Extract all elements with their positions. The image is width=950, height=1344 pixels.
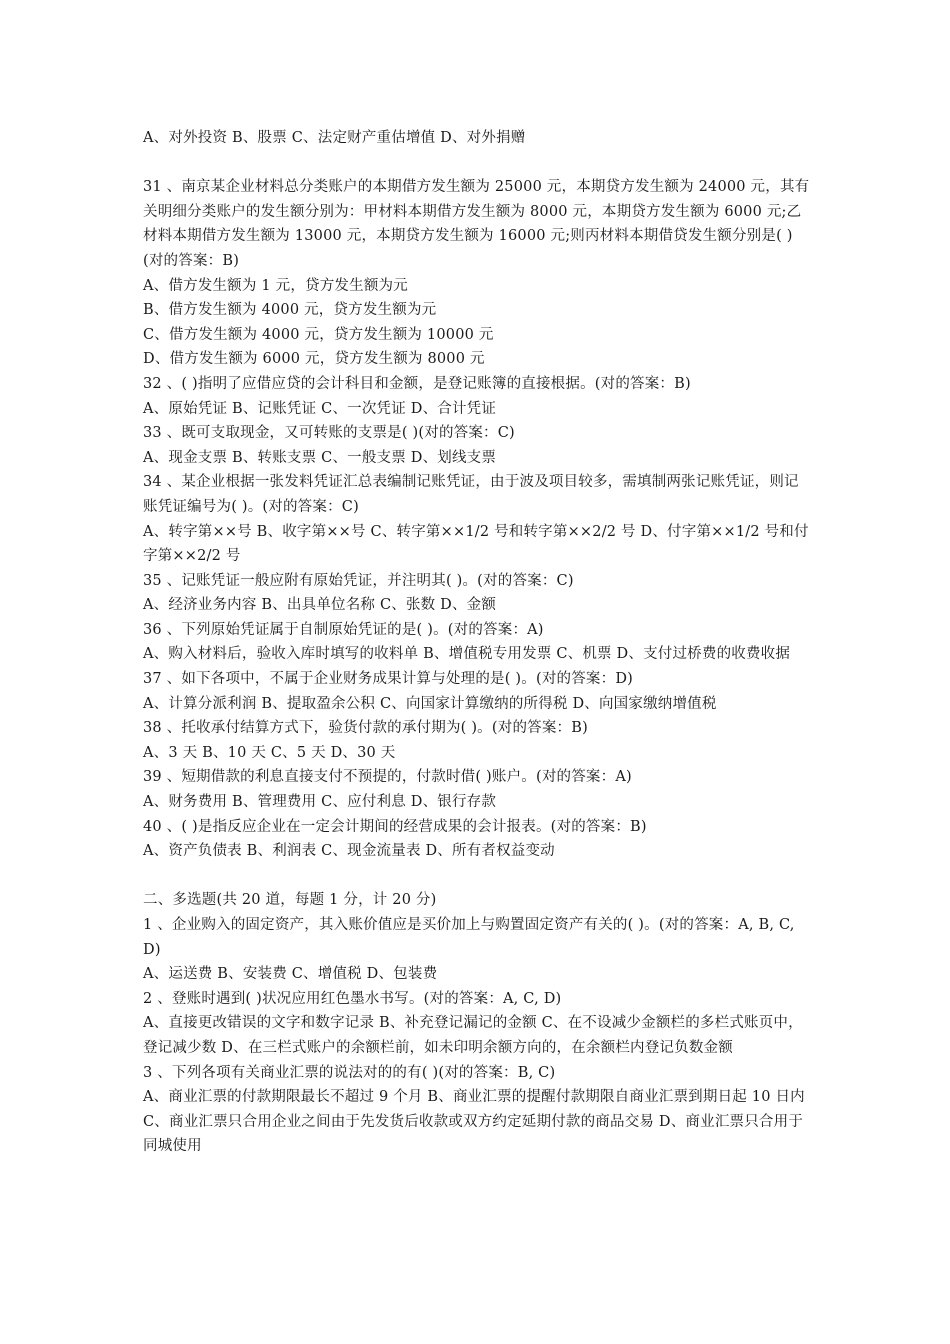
- question-m3: 3 、下列各项有关商业汇票的说法对的的有( )(对的答案：B, C): [143, 1064, 556, 1081]
- section-heading: 二、多选题(共 20 道，每题 1 分，计 20 分): [143, 892, 437, 909]
- option-line: D、借方发生额为 6000 元，贷方发生额为 8000 元: [143, 351, 485, 368]
- option-line: B、借方发生额为 4000 元，贷方发生额为元: [143, 302, 437, 319]
- option-line: C、借方发生额为 4000 元，贷方发生额为 10000 元: [143, 326, 494, 343]
- question-35: 35 、记账凭证一般应附有原始凭证，并注明其( )。(对的答案：C): [143, 572, 574, 589]
- option-line: A、经济业务内容 B、出具单位名称 C、张数 D、金额: [143, 597, 497, 614]
- question-32: 32 、( )指明了应借应贷的会计科目和金额，是登记账簿的直接根据。(对的答案：B): [143, 375, 691, 392]
- question-31: 31 、南京某企业材料总分类账户的本期借方发生额为 25000 元，本期贷方发生额为 24000 元，其有关明细分类账户的发生额分别为：甲材料本期借方发生额为 8000 元，本期贷方发生额为 6000 元;乙材料本期借方发生额为 13000 元，本期贷方发生额为 16000 元;则丙材料本期借贷发生额分别是( )(对的答案：B): [143, 179, 810, 269]
- option-line: A、运送费 B、安装费 C、增值税 D、包装费: [143, 966, 438, 983]
- question-39: 39 、短期借款的利息直接支付不预提的，付款时借( )账户。(对的答案：A): [143, 769, 632, 786]
- option-line: A、购入材料后，验收入库时填写的收料单 B、增值税专用发票 C、机票 D、支付过桥费的收费收据: [143, 646, 791, 663]
- paragraph-gap: [143, 151, 813, 176]
- question-36: 36 、下列原始凭证属于自制原始凭证的是( )。(对的答案：A): [143, 621, 544, 638]
- paragraph-gap: [143, 864, 813, 889]
- option-line: A、财务费用 B、管理费用 C、应付利息 D、银行存款: [143, 794, 497, 811]
- question-m1: 1 、企业购入的固定资产，其入账价值应是买价加上与购置固定资产有关的( )。(对的答案：A, B, C, D): [143, 917, 795, 958]
- text-line: A、对外投资 B、股票 C、法定财产重估增值 D、对外捐赠: [143, 130, 526, 146]
- option-line: A、计算分派利润 B、提取盈余公积 C、向国家计算缴纳的所得税 D、向国家缴纳增值税: [143, 695, 717, 712]
- option-line: A、直接更改错误的文字和数字记录 B、补充登记漏记的金额 C、在不设减少金额栏的多栏式账页中，登记减少数 D、在三栏式账户的余额栏前，如未印明余额方向的，在余额栏内登记负数金额: [143, 1015, 803, 1056]
- question-38: 38 、托收承付结算方式下，验货付款的承付期为( )。(对的答案：B): [143, 720, 588, 737]
- question-37: 37 、如下各项中，不属于企业财务成果计算与处理的是( )。(对的答案：D): [143, 671, 634, 688]
- option-line: A、现金支票 B、转账支票 C、一般支票 D、划线支票: [143, 449, 497, 466]
- option-line: A、商业汇票的付款期限最长不超过 9 个月 B、商业汇票的提醒付款期限自商业汇票到期日起 10 日内 C、商业汇票只合用企业之间由于先发货后收款或双方约定延期付款的商品交易 D、商业汇票只合用于同城使用: [143, 1089, 805, 1155]
- document-page: [143, 126, 813, 1159]
- option-line: A、借方发生额为 1 元，贷方发生额为元: [143, 277, 408, 294]
- option-line: A、3 天 B、10 天 C、5 天 D、30 天: [143, 744, 396, 761]
- question-m2: 2 、登账时遇到( )状况应用红色墨水书写。(对的答案：A, C, D): [143, 990, 562, 1007]
- option-line: A、原始凭证 B、记账凭证 C、一次凭证 D、合计凭证: [143, 400, 497, 417]
- question-33: 33 、既可支取现金，又可转账的支票是( )(对的答案：C): [143, 425, 515, 442]
- option-line: A、转字第××号 B、收字第××号 C、转字第××1/2 号和转字第××2/2 号 D、付字第××1/2 号和付字第××2/2 号: [143, 523, 809, 565]
- option-line: A、资产负债表 B、利润表 C、现金流量表 D、所有者权益变动: [143, 843, 555, 860]
- question-34: 34 、某企业根据一张发料凭证汇总表编制记账凭证，由于波及项目较多，需填制两张记账凭证，则记账凭证编号为( )。(对的答案：C): [143, 474, 799, 515]
- question-40: 40 、( )是指反应企业在一定会计期间的经营成果的会计报表。(对的答案：B): [143, 818, 647, 835]
